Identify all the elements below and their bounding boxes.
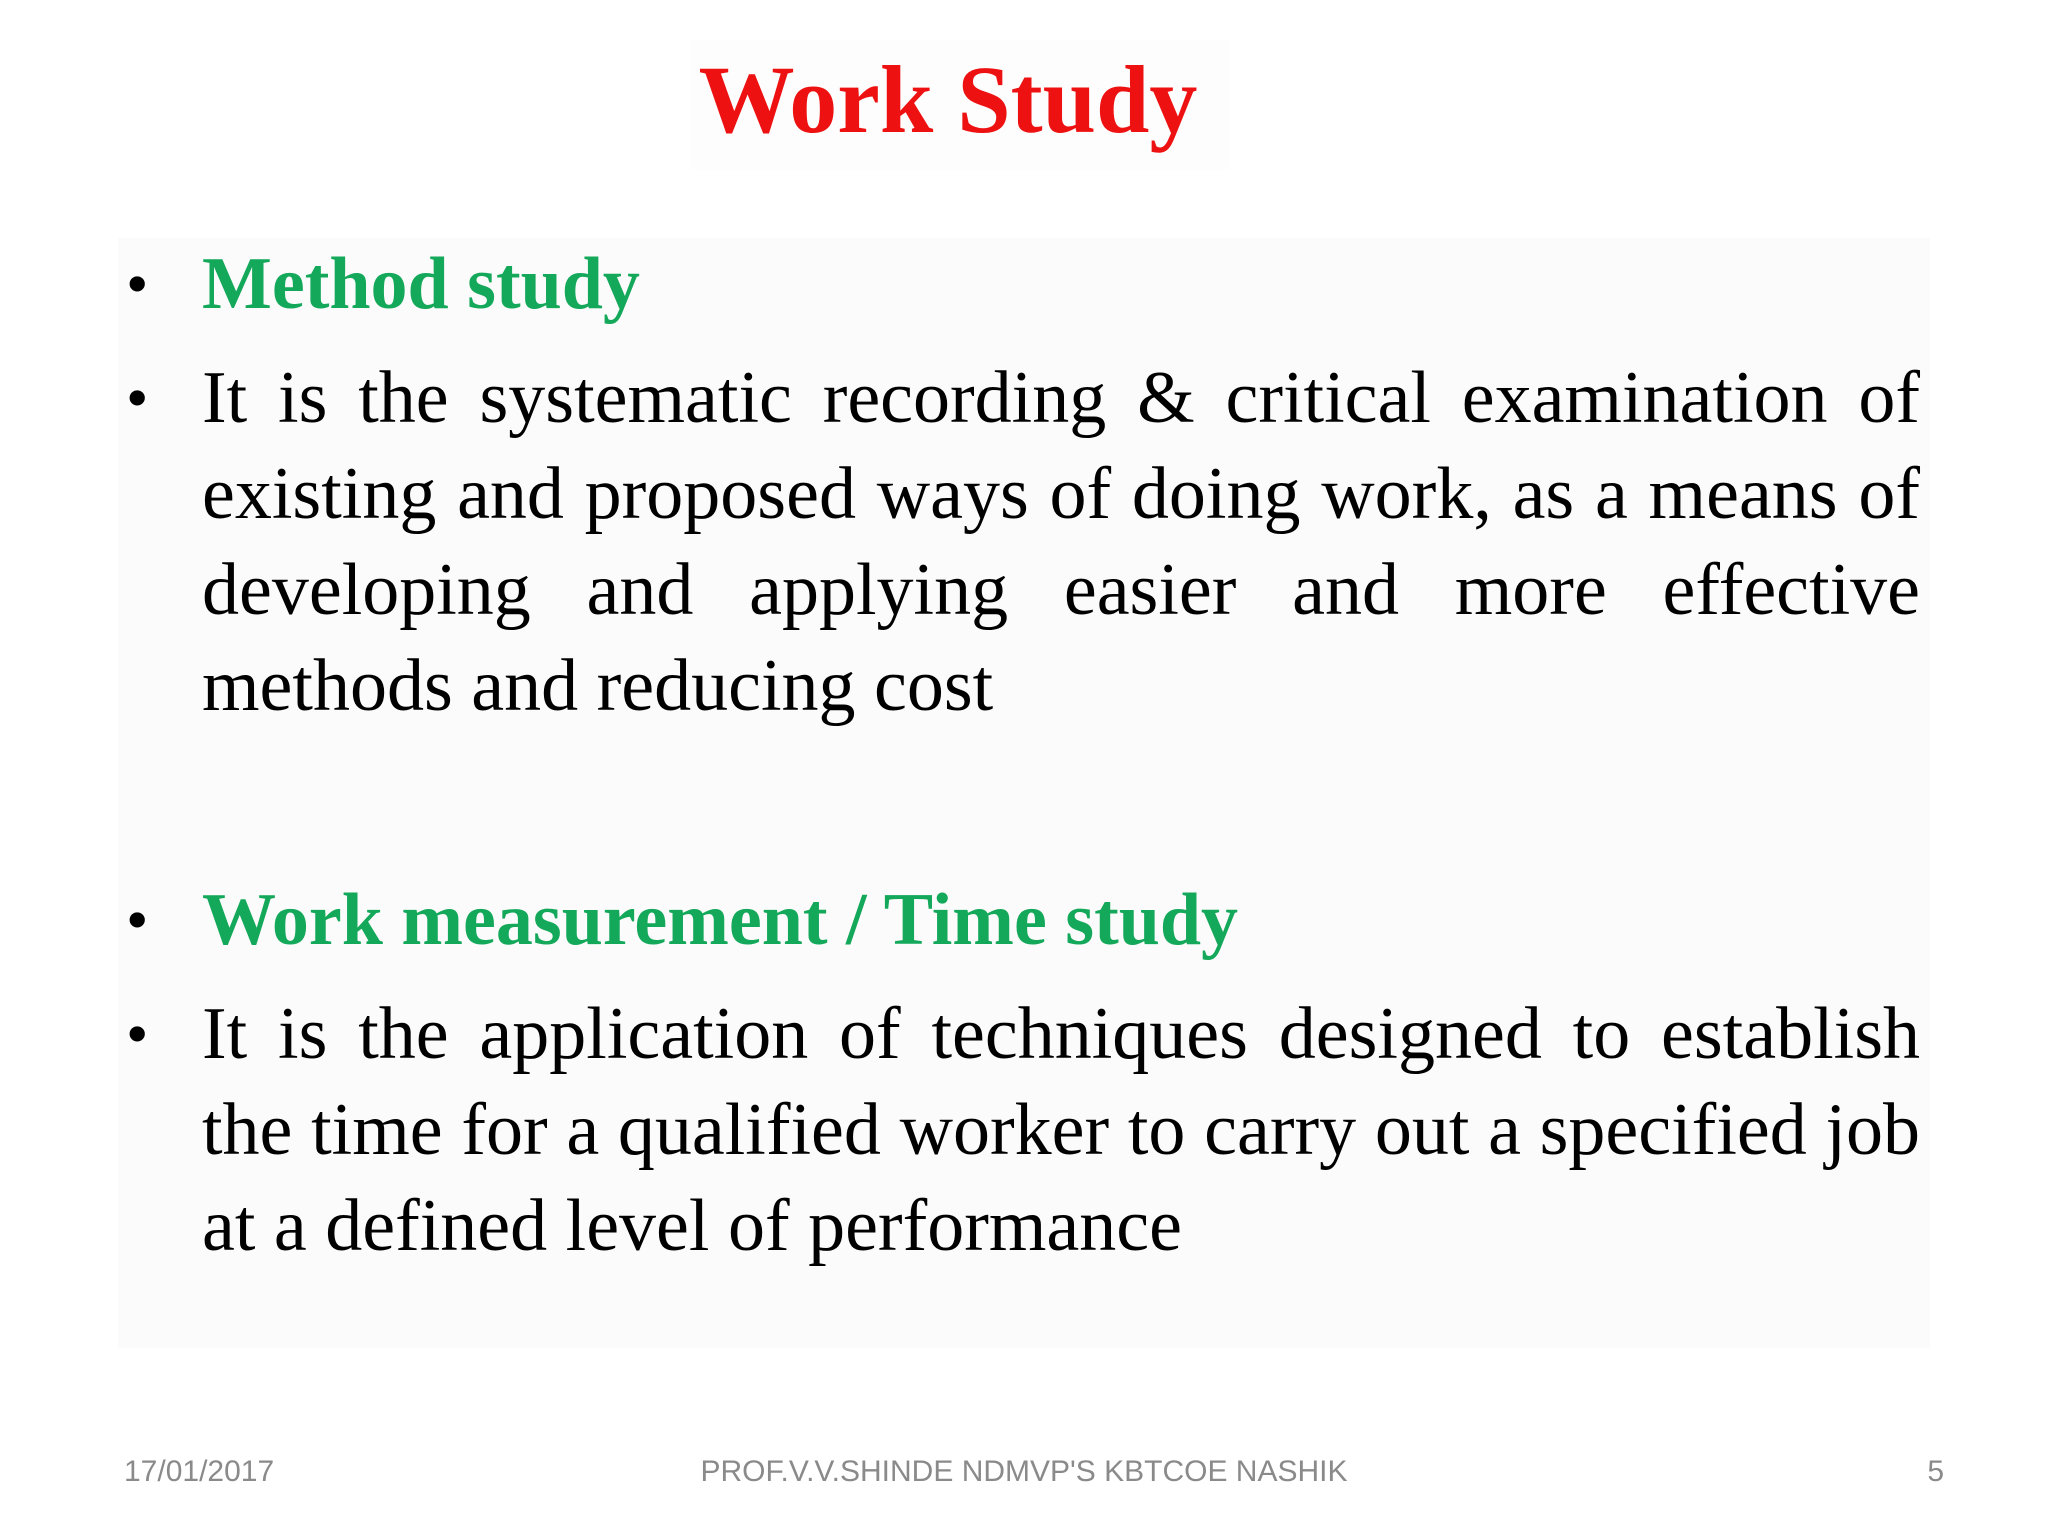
footer-author: PROF.V.V.SHINDE NDMVP'S KBTCOE NASHIK (700, 1455, 1348, 1488)
bullet-dot-icon: • (126, 248, 149, 319)
footer-date: 17/01/2017 (124, 1455, 275, 1488)
bullet-body-text: It is the systematic recording & critical examination of existing and proposed ways of doing work, as a means of developing and applying easier and more effective methods and reducing cost (202, 357, 1920, 727)
bullet-heading-text: Work measurement / Time study (202, 879, 1239, 961)
bullet-heading-text: Method study (202, 243, 640, 325)
bullet-body-text: It is the application of techniques designed to establish the time for a qualified worker to carry out a specified job at a defined level of performance (202, 993, 1920, 1267)
bullet-dot-icon: • (126, 884, 149, 955)
bullet-dot-icon: • (126, 362, 149, 433)
slide-title: Work Study (698, 46, 1198, 153)
bullet-dot-icon: • (126, 998, 149, 1069)
footer-page-number: 5 (1927, 1455, 1944, 1488)
